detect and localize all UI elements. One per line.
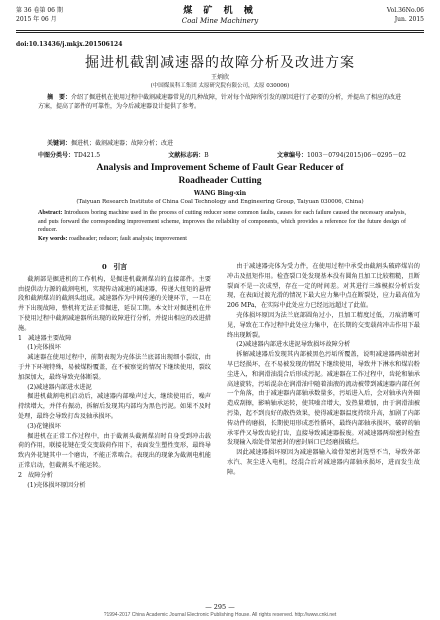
affiliation-cn: (中国煤炭科工集团 太原研究院有限公司，太原 030006) — [150, 83, 290, 89]
section-heading: 1 减速器主要故障 — [18, 334, 72, 342]
abstract-en-block — [38, 209, 406, 243]
journal-name — [16, 6, 424, 26]
author-cn: 王炳欣 — [210, 74, 229, 81]
keywords-cn-label: 关键词： — [47, 140, 72, 147]
abstract-en — [38, 209, 406, 235]
header-rule-bottom — [16, 32, 424, 33]
paragraph: 截割部是掘进机的工作机构，是掘进机截割煤岩的直接部件。主要由提供动力源的截割电机，实现传动减速的减速器，传递大扭矩的悬臂段和截割煤岩的截割头组成。减速器作为中间传递的关键环节，一旦在井下出现故障，整机将无法正常掘进，延误工期。本文针对掘进机在井下使用过程中截割减速器所出现的故障进行分析，并提出相应的改进措施。 — [18, 275, 211, 332]
subsection-heading: (1)壳体损坏 — [27, 344, 61, 352]
classification-line — [38, 150, 406, 159]
clc-label: 中图分类号： — [38, 152, 75, 159]
article-number-value: 1003－0794(2015)06－0295－02 — [306, 152, 406, 159]
keywords-cn — [38, 139, 406, 148]
paragraph: 由于减速器壳体为受力件，在使用过程中承受由截割头破碎煤岩的冲击及扭矩作用。检查裂口处发现基本没有圆角且加工比较粗糙，且断裂面不是一次成型，存在一定的时间差。对其进行三维模拟分析后发现，在表面过渡光滑的情况下最大应力集中点在断裂处，应力最高值为 206 MPa，在实际中此处应力已经远远超过了此值。 — [227, 263, 420, 310]
article-number — [277, 150, 406, 159]
keywords-en-label: Key words: — [38, 235, 68, 242]
section-heading: 2 故障分析 — [18, 471, 53, 479]
paragraph: 减速器在使用过程中，前期表现为壳体法兰底部出现细小裂纹，由于井下环境特殊，易被煤粉覆盖，在不被察觉的情况下继续使用，裂纹加深加大，最终导致壳体断裂。 — [18, 354, 211, 381]
doc-code-value: B — [204, 152, 209, 159]
keywords-en-text: roadheader; reducer; fault analysis; improvement — [69, 235, 187, 242]
abstract-en-label: Abstract: — [38, 210, 63, 216]
paragraph: 掘进机在正常工作过程中，由于截割头截割煤岩时自身受到冲击载荷的作用，联接花键在受交变载荷作用下，表面发生塑性变形，最终导致内外花键其中一个磨齿，不能正常啮合。表现出的现象为截割电机能正常启动，但截割头不能运转。 — [18, 432, 211, 469]
issue-date-en: Jun. 2015 — [394, 16, 424, 23]
clc-value: TD421.5 — [74, 152, 101, 159]
subsection-heading: (1)壳体损坏原因分析 — [27, 481, 86, 489]
document-code — [168, 150, 208, 159]
title-cn: 掘进机截割减速器的故障分析及改进方案 — [85, 55, 355, 71]
title-en-line1: Analysis and Improvement Scheme of Fault Gear Reducer of — [96, 163, 344, 173]
keywords-en — [38, 235, 406, 244]
clc-number — [38, 150, 100, 159]
paragraph: 拆解减速器后发现其内部被黑色污垢所覆盖，说明减速器两端密封早已经损坏，在不易被发现的情况下继续使用，导致井下淋水和煤岩粉尘进入，和润滑油混合后形成污泥。减速器在工作过程中，齿轮和轴承高速旋转，污垢混杂在润滑油中随着油液的流动被带到减速器内部任何一个角落，由于减速器内部轴承数量多，污垢进入后，会对轴承内外圈造成刮擦，影响轴承运转，使其噪音增大，发热量增加，由于润滑油被污染，起不到良好的散热效果，使得减速器温度持续升高，加剧了内部传动件的磨损，长期使用形成恶性循环，最终内部轴承损坏，破碎的轴承零件又导致齿轮打齿，直接导致减速器报废。对减速器两端密封检查发现输入端处骨架密封的密封唇口已经磨损破烂。 — [227, 351, 420, 447]
section-heading: 0 引言 — [101, 263, 128, 271]
abstract-cn — [38, 93, 406, 111]
volume-issue-en: Vol.36No.06 — [386, 7, 424, 14]
title-en — [0, 162, 440, 188]
article-number-label: 文章编号： — [276, 152, 307, 159]
issue-date: 2015 年 06 月 — [16, 16, 57, 23]
subsection-heading: (2)减速器内部进水进泥导致损坏故障分析 — [236, 341, 351, 349]
paragraph: 因此减速器损坏原因为减速器输入端骨架密封选型不当，导致外部水汽、灰尘进入电机，经混合后对减速器内部轴承损坏，进而发生故障。 — [227, 449, 420, 476]
header-rule-top — [16, 30, 424, 31]
keywords-cn-text: 掘进机；截割减速器；故障分析；改进 — [71, 140, 174, 147]
body-column-right — [227, 262, 420, 478]
volume-issue: 第 36 卷第 06 期 — [16, 7, 63, 14]
journal-name-en: Coal Mine Machinery — [181, 17, 259, 25]
copyright-footer: ?1994-2017 China Academic Journal Electronic Publishing House. All rights reserved. http://www.cnki.net — [103, 612, 337, 618]
abstract-en-text: Introduces boring machine used in the process of cutting reducer some common faults, causes for each failure caused the necessary analysis, and puts forward the corresponding improvement scheme, improves the reliability of components, which provides a reference for the future design of reducer. — [38, 210, 407, 233]
abstract-cn-label: 摘 要： — [47, 94, 72, 101]
body-column-left — [18, 262, 211, 490]
volume-info-en — [387, 6, 424, 24]
page-number: — 295 — — [205, 603, 235, 611]
title-en-line2: Roadheader Cutting — [178, 176, 262, 186]
doi: doi:10.13436/j.mkjx.201506124 — [16, 41, 123, 48]
journal-name-cn: 煤 矿 机 械 — [183, 6, 257, 16]
abstract-cn-text: 介绍了掘进机在使用过程中截割减速器常见的几种故障，针对每个故障所引发的原因进行了必要的分析，并提出了相应的改进方案，提高了部件的可靠性，为今后减速器设计提供了参考。 — [38, 94, 402, 110]
paragraph: 掘进机截割电机启动后，减速器内部噪声过大，继续使用后，噪声持续增大，并伴有振动，拆解后发现其内部均为黑色污泥。如果不及时处理，最终会导致打齿及轴承损坏。 — [18, 393, 211, 420]
paragraph: 壳体损坏原因为法兰底部圆角过小，且加工精度过低，刀痕清晰可见，导致在工作过程中此处应力集中，在长期的交变载荷冲击作用下最终出现断裂。 — [227, 311, 420, 339]
subsection-heading: (3)花键损坏 — [27, 422, 61, 430]
affiliation-en: (Taiyuan Research Institute of China Coal Technology and Engineering Group, Taiyuan 030006, China) — [76, 199, 364, 205]
subsection-heading: (2)减速器内部进水进泥 — [27, 383, 92, 391]
doc-code-label: 文献标志码： — [168, 152, 205, 159]
author-en: WANG Bing-xin — [193, 190, 247, 197]
